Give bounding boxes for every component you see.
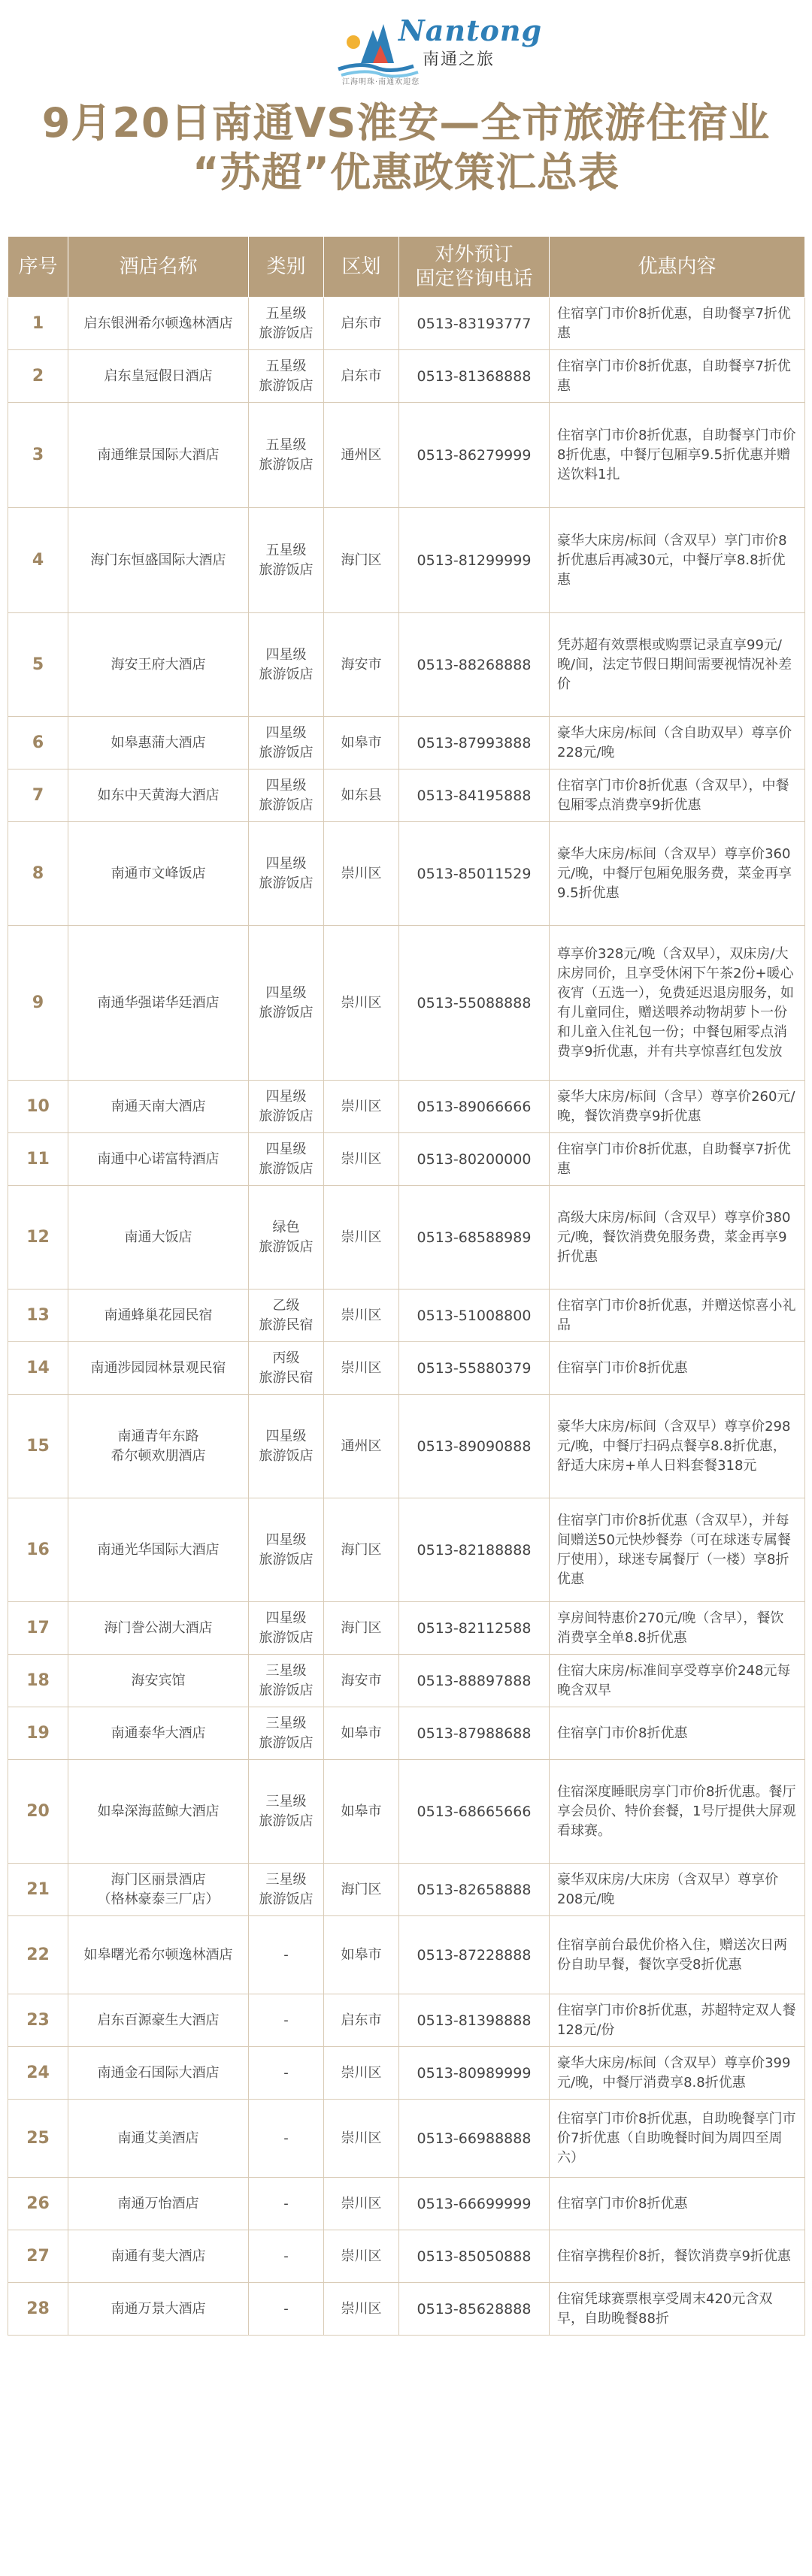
row-hotel-name — [68, 1395, 249, 1498]
row-offer: 住宿享门市价8折优惠，自助餐享门市价8折优惠，中餐厅包厢享9.5折优惠并赠送饮料1扎 — [550, 403, 805, 508]
category-line-2: 旅游饭店 — [259, 1813, 314, 1829]
logo-cn-text: 南通之旅 — [423, 50, 495, 69]
row-category — [249, 298, 324, 350]
row-offer: 尊享价328元/晚（含双早），双床房/大床房同价，且享受休闲下午茶2份+暖心夜宵（五选一），免费延迟退房服务，如有儿童同住，赠送喂养动物胡萝卜一份和儿童入住礼包一份；中餐包厢零点消费享9折优惠，并有共享惊喜红包发放 — [550, 926, 805, 1081]
row-district: 通州区 — [324, 403, 399, 508]
row-hotel-name — [68, 2100, 249, 2178]
row-phone: 0513-82658888 — [399, 1864, 550, 1916]
logo-tagline: 江海明珠·南通欢迎您 — [342, 78, 420, 86]
hotel-name-line-1: 启东皇冠假日酒店 — [104, 367, 213, 384]
category-line-1: 五星级 — [265, 305, 307, 322]
hotel-name-line-1: 南通光华国际大酒店 — [97, 1541, 220, 1558]
row-hotel-name — [68, 1864, 249, 1916]
row-district: 崇川区 — [324, 926, 399, 1081]
hotel-name-line-1: 如皋惠蒲大酒店 — [111, 734, 206, 751]
header-district: 区划 — [324, 237, 399, 298]
hotel-name-line-1: 海门誊公湖大酒店 — [104, 1619, 213, 1636]
row-phone: 0513-68665666 — [399, 1760, 550, 1864]
category-line-1: 乙级 — [272, 1297, 300, 1314]
category-line-1: 三星级 — [265, 1715, 307, 1731]
category-line-2: 旅游饭店 — [259, 744, 314, 760]
row-hotel-name — [68, 2047, 249, 2100]
header-hotel: 酒店名称 — [68, 237, 249, 298]
row-hotel-name — [68, 1760, 249, 1864]
row-phone: 0513-86279999 — [399, 403, 550, 508]
row-district: 启东市 — [324, 1994, 399, 2047]
row-hotel-name — [68, 1186, 249, 1290]
hotel-name-line-1: 南通中心诺富特酒店 — [97, 1150, 220, 1167]
row-category — [249, 2047, 324, 2100]
row-category — [249, 508, 324, 613]
row-district: 崇川区 — [324, 1133, 399, 1186]
row-phone: 0513-89090888 — [399, 1395, 550, 1498]
page-title-line-2: “苏超”优惠政策汇总表 — [192, 149, 620, 196]
table-row — [8, 2230, 805, 2283]
row-hotel-name — [68, 1498, 249, 1602]
row-seq: 10 — [8, 1081, 68, 1133]
row-category — [249, 769, 324, 822]
row-hotel-name — [68, 350, 249, 403]
row-seq: 12 — [8, 1186, 68, 1290]
row-offer: 凭苏超有效票根或购票记录直享99元/晚/间，法定节假日期间需要视情况补差价 — [550, 613, 805, 717]
row-hotel-name — [68, 2283, 249, 2336]
row-offer: 享房间特惠价270元/晚（含早），餐饮消费享全单8.8折优惠 — [550, 1602, 805, 1655]
header-phone-line-2: 固定咨询电话 — [415, 268, 533, 290]
row-category — [249, 1498, 324, 1602]
row-district: 崇川区 — [324, 2178, 399, 2230]
row-phone: 0513-81368888 — [399, 350, 550, 403]
row-phone: 0513-68588989 — [399, 1186, 550, 1290]
row-district: 崇川区 — [324, 2230, 399, 2283]
hotel-name-line-1: 海门东恒盛国际大酒店 — [90, 552, 226, 568]
category-line-2: 旅游民宿 — [259, 1317, 314, 1333]
row-phone: 0513-88268888 — [399, 613, 550, 717]
row-offer: 住宿享携程价8折，餐饮消费享9折优惠 — [550, 2230, 805, 2283]
category-line-1: 三星级 — [265, 1662, 307, 1679]
row-district: 崇川区 — [324, 822, 399, 926]
row-phone: 0513-81398888 — [399, 1994, 550, 2047]
row-category — [249, 2100, 324, 2178]
table-row — [8, 1342, 805, 1395]
row-seq: 23 — [8, 1994, 68, 2047]
category-line-1: 五星级 — [265, 542, 307, 558]
row-phone: 0513-82112588 — [399, 1602, 550, 1655]
row-hotel-name — [68, 1081, 249, 1133]
row-seq: 3 — [8, 403, 68, 508]
row-district: 如皋市 — [324, 1707, 399, 1760]
hotel-name-line-1: 南通华强诺华廷酒店 — [97, 994, 220, 1011]
row-district: 海门区 — [324, 1602, 399, 1655]
table-row — [8, 1133, 805, 1186]
row-category — [249, 1342, 324, 1395]
row-district: 崇川区 — [324, 1290, 399, 1342]
row-seq: 19 — [8, 1707, 68, 1760]
row-seq: 16 — [8, 1498, 68, 1602]
row-seq: 25 — [8, 2100, 68, 2178]
row-district: 如东县 — [324, 769, 399, 822]
category-line-2: 旅游饭店 — [259, 875, 314, 891]
row-seq: 9 — [8, 926, 68, 1081]
row-offer: 住宿大床房/标准间享受尊享价248元每晚含双早 — [550, 1655, 805, 1707]
table-row — [8, 1760, 805, 1864]
row-category — [249, 1290, 324, 1342]
table-row — [8, 1498, 805, 1602]
table-row — [8, 2178, 805, 2230]
category-line-2: 旅游饭店 — [259, 1160, 314, 1177]
row-category — [249, 926, 324, 1081]
table-row — [8, 1081, 805, 1133]
row-phone: 0513-55088888 — [399, 926, 550, 1081]
row-category — [249, 717, 324, 769]
row-seq: 14 — [8, 1342, 68, 1395]
row-phone: 0513-87228888 — [399, 1916, 550, 1994]
row-hotel-name — [68, 1994, 249, 2047]
row-district: 海安市 — [324, 613, 399, 717]
row-offer: 住宿享门市价8折优惠 — [550, 1707, 805, 1760]
hotel-name-line-1: 南通市文峰饭店 — [111, 865, 206, 881]
row-offer: 豪华大床房/标间（含双早）尊享价298元/晚，中餐厅扫码点餐享8.8折优惠，舒适大床房+单人日料套餐318元 — [550, 1395, 805, 1498]
hotel-name-line-1: 南通维景国际大酒店 — [97, 446, 220, 463]
row-seq: 4 — [8, 508, 68, 613]
category-line-2: 旅游饭店 — [259, 1004, 314, 1020]
header-category: 类别 — [249, 237, 324, 298]
row-district: 如皋市 — [324, 1760, 399, 1864]
row-district: 海门区 — [324, 1864, 399, 1916]
category-line-2: 旅游饭店 — [259, 1891, 314, 1907]
category-line-1: 三星级 — [265, 1793, 307, 1810]
row-seq: 7 — [8, 769, 68, 822]
policy-table — [8, 236, 805, 2336]
row-category — [249, 1994, 324, 2047]
row-district: 通州区 — [324, 1395, 399, 1498]
row-hotel-name — [68, 1602, 249, 1655]
category-line-2: 旅游饭店 — [259, 1734, 314, 1751]
logo-area — [0, 0, 812, 90]
hotel-name-line-1: 南通金石国际大酒店 — [97, 2064, 220, 2081]
category-line-1: - — [283, 2195, 289, 2212]
category-line-2: 旅游饭店 — [259, 1682, 314, 1698]
table-row — [8, 2100, 805, 2178]
category-line-1: 四星级 — [265, 1531, 307, 1548]
hotel-name-line-1: 海安宾馆 — [131, 1672, 186, 1689]
row-category — [249, 2230, 324, 2283]
table-row — [8, 2283, 805, 2336]
row-seq: 13 — [8, 1290, 68, 1342]
row-seq: 20 — [8, 1760, 68, 1864]
row-category — [249, 822, 324, 926]
hotel-name-line-2: 希尔顿欢朋酒店 — [111, 1447, 206, 1464]
table-row — [8, 1186, 805, 1290]
row-category — [249, 2283, 324, 2336]
row-seq: 5 — [8, 613, 68, 717]
row-offer: 住宿享门市价8折优惠（含双早），并每间赠送50元快炒餐券（可在球迷专属餐厅使用），球迷专属餐厅（一楼）享8折优惠 — [550, 1498, 805, 1602]
page-title-line-1: 9月20日南通VS淮安—全市旅游住宿业 — [41, 99, 771, 147]
hotel-name-line-1: 海安王府大酒店 — [111, 656, 206, 673]
table-row — [8, 1864, 805, 1916]
category-line-1: 绿色 — [272, 1219, 300, 1235]
row-hotel-name — [68, 2178, 249, 2230]
category-line-1: 四星级 — [265, 1428, 307, 1444]
row-seq: 11 — [8, 1133, 68, 1186]
table-body — [8, 298, 805, 2336]
row-phone: 0513-87988688 — [399, 1707, 550, 1760]
row-category — [249, 1081, 324, 1133]
category-line-2: 旅游民宿 — [259, 1369, 314, 1386]
hotel-name-line-2: （格林豪泰三厂店） — [97, 1891, 220, 1907]
row-offer: 住宿享门市价8折优惠，自助晚餐享门市价7折优惠（自助晚餐时间为周四至周六） — [550, 2100, 805, 2178]
row-phone: 0513-80989999 — [399, 2047, 550, 2100]
row-seq: 22 — [8, 1916, 68, 1994]
table-row — [8, 926, 805, 1081]
hotel-name-line-1: 启东银洲希尔顿逸林酒店 — [83, 315, 233, 331]
row-hotel-name — [68, 926, 249, 1081]
category-line-1: 四星级 — [265, 777, 307, 794]
row-offer: 豪华大床房/标间（含双早）尊享价399元/晚，中餐厅消费享8.8折优惠 — [550, 2047, 805, 2100]
row-offer: 豪华大床房/标间（含双早）享门市价8折优惠后再减30元，中餐厅享8.8折优惠 — [550, 508, 805, 613]
table-row — [8, 1395, 805, 1498]
table-row — [8, 1290, 805, 1342]
row-hotel-name — [68, 1707, 249, 1760]
category-line-2: 旅游饭店 — [259, 325, 314, 341]
header-phone-line-1: 对外预订 — [435, 243, 514, 266]
category-line-2: 旅游饭店 — [259, 1551, 314, 1568]
logo-script-text: Nantong — [398, 14, 543, 47]
row-seq: 17 — [8, 1602, 68, 1655]
row-phone: 0513-88897888 — [399, 1655, 550, 1707]
category-line-1: 五星级 — [265, 358, 307, 374]
category-line-1: 三星级 — [265, 1871, 307, 1888]
row-phone: 0513-85011529 — [399, 822, 550, 926]
row-category — [249, 1655, 324, 1707]
row-phone: 0513-89066666 — [399, 1081, 550, 1133]
row-seq: 21 — [8, 1864, 68, 1916]
category-line-1: - — [283, 2064, 289, 2081]
row-phone: 0513-84195888 — [399, 769, 550, 822]
category-line-2: 旅游饭店 — [259, 1629, 314, 1646]
category-line-2: 旅游饭店 — [259, 456, 314, 473]
row-offer: 住宿享前台最优价格入住，赠送次日两份自助早餐，餐饮享受8折优惠 — [550, 1916, 805, 1994]
row-offer: 住宿深度睡眠房享门市价8折优惠。餐厅享会员价、特价套餐，1号厅提供大屏观看球赛。 — [550, 1760, 805, 1864]
hotel-name-line-1: 南通万景大酒店 — [111, 2300, 206, 2317]
header-offer: 优惠内容 — [550, 237, 805, 298]
row-category — [249, 1395, 324, 1498]
row-district: 崇川区 — [324, 1081, 399, 1133]
table-row — [8, 1707, 805, 1760]
hotel-name-line-1: 南通艾美酒店 — [117, 2130, 199, 2146]
table-header-row — [8, 237, 805, 298]
row-seq: 6 — [8, 717, 68, 769]
row-offer: 住宿享门市价8折优惠，并赠送惊喜小礼品 — [550, 1290, 805, 1342]
row-category — [249, 2178, 324, 2230]
hotel-name-line-1: 启东百源豪生大酒店 — [97, 2012, 220, 2028]
row-phone: 0513-80200000 — [399, 1133, 550, 1186]
hotel-name-line-1: 南通泰华大酒店 — [111, 1725, 206, 1741]
row-district: 如皋市 — [324, 1916, 399, 1994]
row-seq: 26 — [8, 2178, 68, 2230]
row-offer: 住宿享门市价8折优惠，苏超特定双人餐128元/份 — [550, 1994, 805, 2047]
table-row — [8, 717, 805, 769]
row-offer: 豪华大床房/标间（含双早）尊享价360元/晚，中餐厅包厢免服务费，菜金再享9.5折优惠 — [550, 822, 805, 926]
hotel-name-line-1: 南通有斐大酒店 — [111, 2248, 206, 2264]
category-line-1: 四星级 — [265, 1610, 307, 1626]
row-hotel-name — [68, 508, 249, 613]
row-district: 海门区 — [324, 1498, 399, 1602]
row-category — [249, 1916, 324, 1994]
row-category — [249, 1864, 324, 1916]
row-phone: 0513-87993888 — [399, 717, 550, 769]
row-seq: 18 — [8, 1655, 68, 1707]
row-phone: 0513-66988888 — [399, 2100, 550, 2178]
row-district: 崇川区 — [324, 1186, 399, 1290]
hotel-name-line-1: 南通万怡酒店 — [117, 2195, 199, 2212]
row-offer: 住宿享门市价8折优惠 — [550, 1342, 805, 1395]
hotel-name-line-1: 南通大饭店 — [124, 1229, 192, 1245]
table-row — [8, 1655, 805, 1707]
table-row — [8, 403, 805, 508]
row-category — [249, 1133, 324, 1186]
row-category — [249, 403, 324, 508]
row-hotel-name — [68, 403, 249, 508]
category-line-2: 旅游饭店 — [259, 1108, 314, 1124]
row-phone: 0513-85050888 — [399, 2230, 550, 2283]
header-seq: 序号 — [8, 237, 68, 298]
hotel-name-line-1: 如东中天黄海大酒店 — [97, 787, 220, 803]
row-phone: 0513-51008800 — [399, 1290, 550, 1342]
row-hotel-name — [68, 717, 249, 769]
row-hotel-name — [68, 1342, 249, 1395]
category-line-1: 丙级 — [272, 1350, 300, 1366]
table-row — [8, 769, 805, 822]
row-phone: 0513-81299999 — [399, 508, 550, 613]
category-line-1: 四星级 — [265, 1141, 307, 1157]
table-row — [8, 1916, 805, 1994]
row-hotel-name — [68, 822, 249, 926]
row-district: 如皋市 — [324, 717, 399, 769]
hotel-name-line-1: 如皋曙光希尔顿逸林酒店 — [83, 1946, 233, 1963]
category-line-1: - — [283, 2012, 289, 2028]
row-hotel-name — [68, 1916, 249, 1994]
row-district: 崇川区 — [324, 1342, 399, 1395]
category-line-1: - — [283, 1946, 289, 1963]
category-line-2: 旅游饭店 — [259, 666, 314, 682]
row-offer: 住宿享门市价8折优惠，自助餐享7折优惠 — [550, 350, 805, 403]
category-line-1: 五星级 — [265, 437, 307, 453]
hotel-name-line-1: 海门区丽景酒店 — [111, 1871, 206, 1888]
row-category — [249, 613, 324, 717]
row-phone: 0513-85628888 — [399, 2283, 550, 2336]
row-phone: 0513-82188888 — [399, 1498, 550, 1602]
row-category — [249, 350, 324, 403]
table-row — [8, 350, 805, 403]
row-phone: 0513-66699999 — [399, 2178, 550, 2230]
category-line-1: - — [283, 2248, 289, 2264]
category-line-2: 旅游饭店 — [259, 1447, 314, 1464]
row-category — [249, 1707, 324, 1760]
row-offer: 豪华大床房/标间（含早）尊享价260元/晚，餐饮消费享9折优惠 — [550, 1081, 805, 1133]
row-district: 启东市 — [324, 350, 399, 403]
row-hotel-name — [68, 613, 249, 717]
row-seq: 24 — [8, 2047, 68, 2100]
category-line-2: 旅游饭店 — [259, 1238, 314, 1255]
row-offer: 豪华大床房/标间（含自助双早）尊享价228元/晚 — [550, 717, 805, 769]
row-hotel-name — [68, 298, 249, 350]
row-district: 崇川区 — [324, 2283, 399, 2336]
row-offer: 住宿享门市价8折优惠，自助餐享7折优惠 — [550, 1133, 805, 1186]
category-line-1: 四星级 — [265, 646, 307, 663]
category-line-1: - — [283, 2130, 289, 2146]
row-hotel-name — [68, 769, 249, 822]
row-category — [249, 1760, 324, 1864]
category-line-1: 四星级 — [265, 724, 307, 741]
table-row — [8, 822, 805, 926]
row-category — [249, 1186, 324, 1290]
category-line-2: 旅游饭店 — [259, 797, 314, 813]
row-seq: 1 — [8, 298, 68, 350]
table-row — [8, 2047, 805, 2100]
row-offer: 住宿享门市价8折优惠 — [550, 2178, 805, 2230]
row-district: 崇川区 — [324, 2100, 399, 2178]
table-row — [8, 298, 805, 350]
row-seq: 8 — [8, 822, 68, 926]
row-offer: 住宿享门市价8折优惠，自助餐享7折优惠 — [550, 298, 805, 350]
category-line-2: 旅游饭店 — [259, 377, 314, 394]
category-line-2: 旅游饭店 — [259, 561, 314, 578]
header-phone — [399, 237, 550, 298]
hotel-name-line-1: 南通天南大酒店 — [111, 1098, 206, 1114]
row-offer: 高级大床房/标间（含双早）尊享价380元/晚，餐饮消费免服务费，菜金再享9折优惠 — [550, 1186, 805, 1290]
row-hotel-name — [68, 2230, 249, 2283]
hotel-name-line-1: 南通涉园园林景观民宿 — [90, 1359, 226, 1376]
table-row — [8, 508, 805, 613]
category-line-1: - — [283, 2300, 289, 2317]
row-seq: 27 — [8, 2230, 68, 2283]
row-district: 海门区 — [324, 508, 399, 613]
hotel-name-line-1: 南通青年东路 — [117, 1428, 199, 1444]
hotel-name-line-1: 如皋深海蓝鲸大酒店 — [97, 1803, 220, 1819]
hotel-name-line-1: 南通蜂巢花园民宿 — [104, 1307, 213, 1323]
table-row — [8, 613, 805, 717]
row-phone: 0513-83193777 — [399, 298, 550, 350]
row-seq: 28 — [8, 2283, 68, 2336]
row-category — [249, 1602, 324, 1655]
row-offer: 豪华双床房/大床房（含双早）尊享价208元/晚 — [550, 1864, 805, 1916]
row-seq: 2 — [8, 350, 68, 403]
row-hotel-name — [68, 1290, 249, 1342]
row-district: 海安市 — [324, 1655, 399, 1707]
table-row — [8, 1602, 805, 1655]
row-district: 启东市 — [324, 298, 399, 350]
row-offer: 住宿享门市价8折优惠（含双早），中餐包厢零点消费享9折优惠 — [550, 769, 805, 822]
row-hotel-name — [68, 1133, 249, 1186]
table-row — [8, 1994, 805, 2047]
category-line-1: 四星级 — [265, 984, 307, 1001]
row-offer: 住宿凭球赛票根享受周末420元含双早，自助晚餐88折 — [550, 2283, 805, 2336]
row-district: 崇川区 — [324, 2047, 399, 2100]
row-seq: 15 — [8, 1395, 68, 1498]
row-hotel-name — [68, 1655, 249, 1707]
category-line-1: 四星级 — [265, 855, 307, 872]
category-line-1: 四星级 — [265, 1088, 307, 1105]
row-phone: 0513-55880379 — [399, 1342, 550, 1395]
